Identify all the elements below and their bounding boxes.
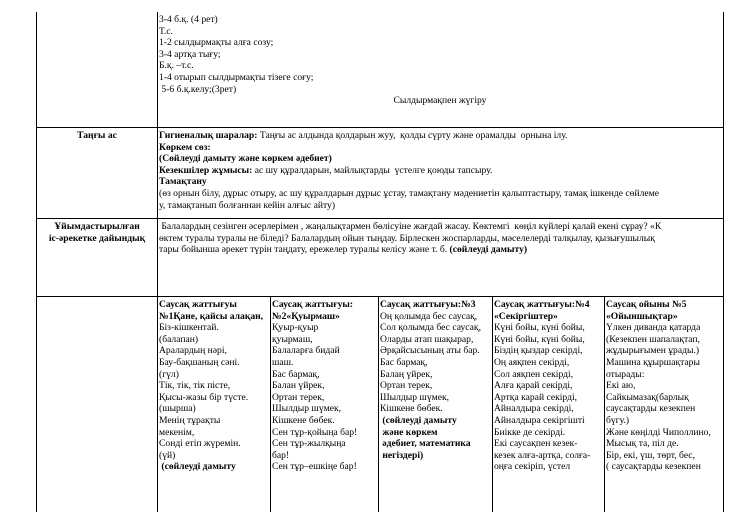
game-line: Бас бармақ,	[272, 368, 320, 380]
exercise-line: 1-4 отырып сылдырмақты тізеге соғу;	[159, 71, 314, 83]
game-line: Күні бойы, күні бойы,	[494, 322, 585, 334]
organized-line: Балалардың сезінген әсерлерімен , жаңалықтармен бөлісуіне жағдай жасау. Көктемгі көңіл күйлері қалай екені сұрау? «К	[159, 221, 662, 232]
game-line: Оң қолымда бес саусақ,	[380, 310, 478, 322]
game-5	[606, 299, 723, 512]
game-line: Бір, екі, үш, төрт, бес,	[606, 449, 695, 461]
game-line: Ортан терек,	[272, 391, 325, 403]
game-title: Саусақ жаттығуы:№3	[380, 299, 476, 310]
game-3	[380, 299, 492, 512]
game-line: (үй)	[159, 449, 176, 461]
game-line: қуырмаш,	[272, 333, 313, 345]
game-title: №2«Қуырмаш»	[272, 310, 340, 322]
game-line: (гүл)	[159, 368, 179, 380]
table-border-left	[36, 12, 37, 512]
game-dev-note: (сөйлеуді дамыту	[380, 414, 457, 426]
game-dev-note: әдебиет, математика	[380, 438, 471, 450]
game-line: (шырша)	[159, 403, 196, 415]
game-title: Саусақ жаттығуы:	[272, 299, 354, 310]
game-line: Алға қарай секірді,	[494, 380, 573, 392]
game-line: Биікке де секірді.	[494, 426, 566, 438]
game-line: Айналдыра секіргішті	[494, 414, 585, 426]
breakfast-label-text: Таңғы ас	[77, 130, 117, 141]
game-line: Біздің қыздар секірді,	[494, 345, 583, 357]
breakfast-label	[37, 130, 157, 142]
game-line: Және көңілді Чиполлино,	[606, 426, 711, 438]
game-line: Мысық та, піл де.	[606, 438, 679, 450]
exercise-centered-line: Сылдырмақпен жүгіру	[393, 95, 487, 107]
game-line: Сайкымазақ(барлық	[606, 391, 689, 403]
game-line: Кішкене бөбек.	[380, 403, 443, 415]
game-2	[272, 299, 378, 512]
row-divider-1	[36, 127, 724, 128]
game-line: Қысы-жазы бір түсте.	[159, 391, 249, 403]
meal-title: Тамақтану	[159, 176, 207, 188]
row-divider-3	[36, 296, 724, 297]
duty-label: Кезекшілер жұмысы:	[159, 164, 253, 176]
game-title: №1Қане, қайсы алақан,	[159, 310, 264, 322]
game-dev-note: негіздері)	[380, 449, 424, 461]
game-line: бүгу.)	[606, 414, 630, 426]
organized-label-line: Ұйымдастырылған	[54, 221, 140, 232]
game-line: Қуыр-қуыр	[272, 322, 319, 334]
game-line: (Кезекпен шапалақтап,	[606, 333, 700, 345]
organized-label	[37, 221, 157, 244]
game-dev-note: (сөйлеуді дамыту	[159, 461, 236, 473]
organized-last-line: тары бойынша әрекет түрін таңдату, ережелер туралы келісу және т. б.	[159, 244, 450, 256]
exercise-line: 5-6 б.қ.келу;(3рет)	[159, 83, 237, 95]
game-title: Саусақ жаттығуы	[159, 299, 237, 310]
game-line: Артқа карай секірді,	[494, 391, 578, 403]
game-line: Шылдыр шүмек,	[380, 391, 450, 403]
games-col-divider-4	[604, 296, 605, 512]
games-col-divider-1	[270, 296, 271, 512]
game-1	[159, 299, 270, 512]
game-line: Балан үйрек,	[272, 380, 325, 392]
game-line: Машина құыршақтары	[606, 356, 700, 368]
game-line: Балаң үйрек,	[380, 368, 433, 380]
game-line: Сол қолымда бес саусақ,	[380, 322, 481, 334]
game-line: мекенім,	[159, 426, 195, 438]
game-line: Екі саусақпен кезек-	[494, 438, 578, 450]
game-title: Саусақ жаттығуы:№4	[494, 299, 590, 310]
hygiene-label: Гигиеналық шаралар:	[159, 130, 258, 141]
table-border-col1	[157, 12, 158, 512]
game-dev-note: және көркем	[380, 426, 438, 438]
game-4	[494, 299, 604, 512]
exercise-line: 1-2 сылдырмақты алға созу;	[159, 37, 274, 49]
game-line: кезек алға-артқа, солға-	[494, 449, 591, 461]
game-line: Бас бармақ,	[380, 356, 428, 368]
game-line: жұдырығымен ұрады.)	[606, 345, 700, 357]
game-line: Әрқайсысының аты бар.	[380, 345, 480, 357]
game-line: (балапан)	[159, 333, 199, 345]
game-line: оңға секіріп, үстел	[494, 461, 571, 473]
hygiene-text: Таңғы ас алдында қолдарын жуу, қолды сүрту және орамалды орнына ілу.	[257, 130, 568, 141]
exercise-line: Т.с.	[159, 25, 173, 37]
game-line: Сол аяқпен секірді,	[494, 368, 574, 380]
exercise-line: 3-4 б.қ. (4 рет)	[159, 14, 218, 25]
game-line: Біз-кішкентай.	[159, 322, 219, 334]
meal-line: (өз орнын білу, дұрыс отыру, ас шу құралдарын дұрыс ұстау, тамақтану мәдениетін қалыптастыру, тамақ ішкенде сөйлеме	[159, 187, 659, 199]
game-line: Кішкене бөбек.	[272, 414, 335, 426]
organized-line: өктем туралы туралы не біледі? Балалардың ойын тыңдау. Бірлескен жоспарларды, мәселелерді талқылау, қызығушылық	[159, 232, 655, 244]
organized-label-line: іс-әрекетке дайындық	[48, 232, 146, 244]
game-line: Екі аю,	[606, 380, 636, 392]
game-line: Айналдыра секірді,	[494, 403, 574, 415]
game-line: Үлкен диванда қатарда	[606, 322, 701, 334]
game-line: Менің тұрақты	[159, 414, 221, 426]
exercise-line: Б.қ. –т.с.	[159, 60, 194, 72]
art-word-dev: (Сөйлеуді дамыту және көркем әдебиет)	[159, 153, 332, 165]
game-line: ( саусақтарды кезекпен	[606, 461, 701, 473]
art-word-label: Көркем сөз:	[159, 141, 211, 153]
organized-dev-note: (сөйлеуді дамыту)	[449, 244, 528, 256]
game-line: Тік, тік, тік пісте,	[159, 380, 231, 392]
breakfast-content	[159, 130, 723, 218]
game-line: Шылдыр шүмек,	[272, 403, 342, 415]
game-line: Сен тұр-қойыңа бар!	[272, 426, 358, 438]
game-line: Аралардың нәрі,	[159, 345, 227, 357]
table-border-right	[723, 12, 724, 512]
organized-content	[159, 221, 723, 295]
game-title: «Секіргіштер»	[494, 310, 558, 322]
game-line: Оң аяқпен секірді,	[494, 356, 570, 368]
game-title: «Ойыншықтар»	[606, 310, 678, 322]
game-line: Сонді етіп жүремін.	[159, 438, 241, 450]
exercise-line: 3-4 артқа тығу;	[159, 48, 221, 60]
row-divider-2	[36, 218, 724, 219]
game-line: шаш.	[272, 356, 294, 368]
game-line: Бау-бақшаның сәні.	[159, 356, 240, 368]
game-line: бар!	[272, 449, 290, 461]
exercise-block	[159, 14, 721, 126]
game-line: Оларды атап шақырар,	[380, 333, 474, 345]
game-line: Сен тұр–ешкіңе бар!	[272, 461, 357, 473]
game-line: Ортан терек,	[380, 380, 433, 392]
game-line: саусақтарды кезекпен	[606, 403, 696, 415]
game-title: Саусақ ойыны №5	[606, 299, 687, 310]
game-line: отырады:	[606, 368, 645, 380]
game-line: Күні бойы, күні бойы,	[494, 333, 585, 345]
duty-text: ас шу құралдарын, майлықтарды үстелге қоюды тапсыру.	[252, 164, 493, 176]
game-line: Сен тұр-жылқыңа	[272, 438, 346, 450]
meal-line: у, тамақтанып болғаннан кейін алғыс айту)	[159, 199, 336, 211]
games-col-divider-3	[492, 296, 493, 512]
game-line: Балаларға бидай	[272, 345, 340, 357]
games-col-divider-2	[378, 296, 379, 512]
